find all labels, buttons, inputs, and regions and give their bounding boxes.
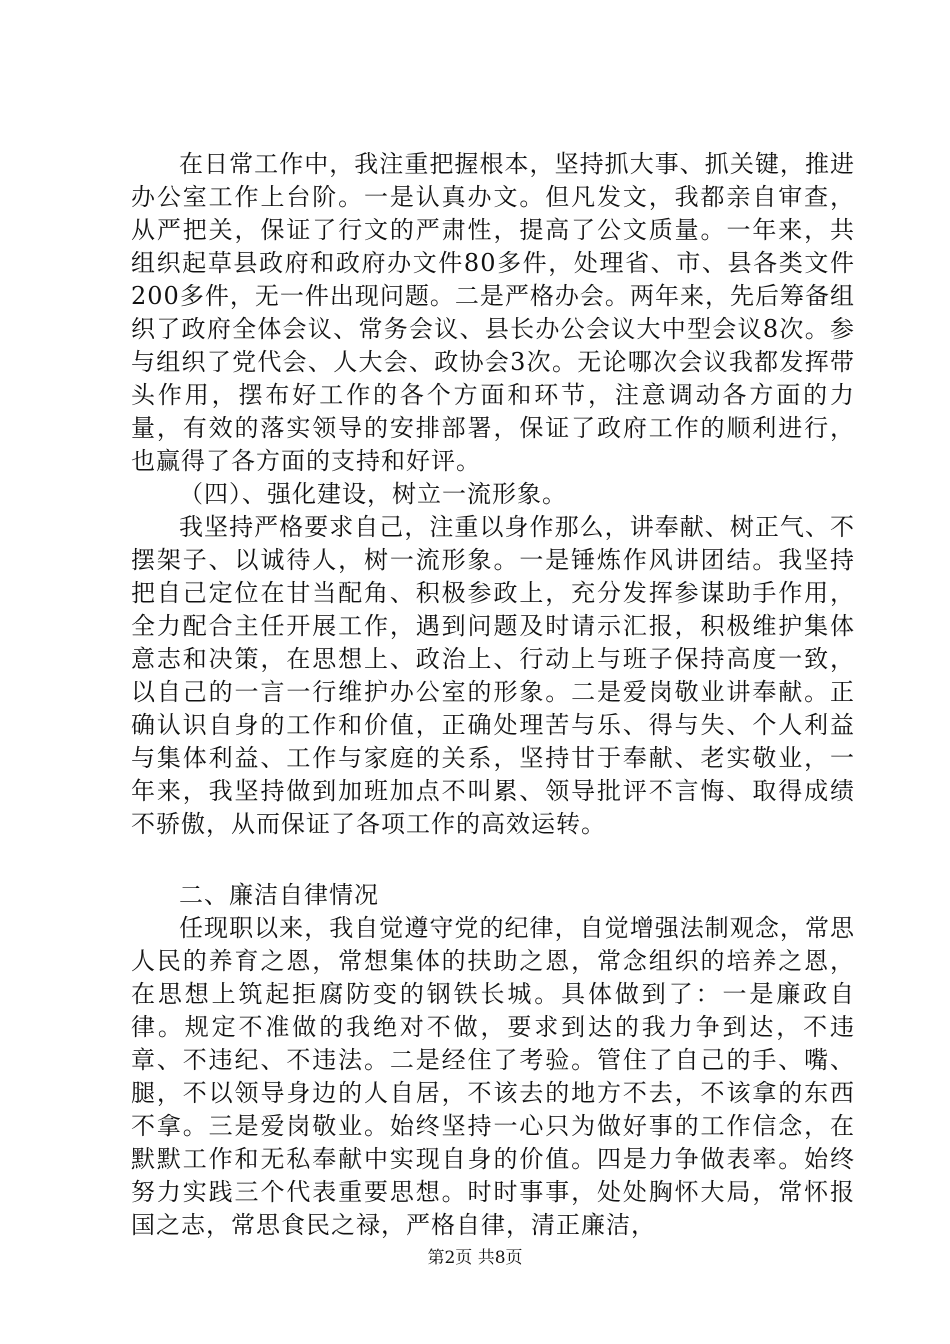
paragraph-daily-work: 在日常工作中，我注重把握根本，坚持抓大事、抓关键，推进办公室工作上台阶。一是认真办文。但凡发文，我都亲自审查，从严把关，保证了行文的严肃性，提高了公文质量。一年来，共组织起草县政府和政府办文件80多件，处理省、市、县各类文件200多件，无一件出现问题。二是严格办会。两年来，先后筹备组织了政府全体会议、常务会议、县长办公会议大中型会议8次。参与组织了党代会、人大会、政协会3次。无论哪次会议我都发挥带头作用，摆布好工作的各个方面和环节，注意调动各方面的力量，有效的落实领导的安排部署，保证了政府工作的顺利进行，也赢得了各方面的支持和好评。 [131, 150, 855, 475]
page-number-footer: 第2页 共8页 [427, 1248, 523, 1268]
section-heading-strengthen-building: （四）、强化建设，树立一流形象。 [179, 480, 567, 508]
section-heading-integrity: 二、廉洁自律情况 [179, 881, 379, 909]
paragraph-integrity-details: 任现职以来，我自觉遵守党的纪律，自觉增强法制观念，常思人民的养育之恩，常想集体的扶助之恩，常念组织的培养之恩，在思想上筑起拒腐防变的钢铁长城。具体做到了：一是廉政自律。规定不准做的我绝对不做，要求到达的我力争到达，不违章、不违纪、不违法。二是经住了考验。管住了自己的手、嘴、腿，不以领导身边的人自居，不该去的地方不去，不该拿的东西不拿。三是爱岗敬业。始终坚持一心只为做好事的工作信念，在默默工作和无私奉献中实现自身的价值。四是力争做表率。始终努力实践三个代表重要思想。时时事事，处处胸怀大局，常怀报国之志，常思食民之禄，严格自律，清正廉洁， [131, 914, 855, 1239]
paragraph-spacer [131, 841, 855, 879]
paragraph-strict-self-requirement: 我坚持严格要求自己，注重以身作那么，讲奉献、树正气、不摆架子、以诚待人，树一流形象。一是锤炼作风讲团结。我坚持把自己定位在甘当配角、积极参政上，充分发挥参谋助手作用，全力配合主任开展工作，遇到问题及时请示汇报，积极维护集体意志和决策，在思想上、政治上、行动上与班子保持高度一致，以自己的一言一行维护办公室的形象。二是爱岗敬业讲奉献。正确认识自身的工作和价值，正确处理苦与乐、得与失、个人利益与集体利益、工作与家庭的关系，坚持甘于奉献、老实敬业，一年来，我坚持做到加班加点不叫累、领导批评不言悔、取得成绩不骄傲，从而保证了各项工作的高效运转。 [131, 513, 855, 838]
document-body [131, 148, 855, 1242]
